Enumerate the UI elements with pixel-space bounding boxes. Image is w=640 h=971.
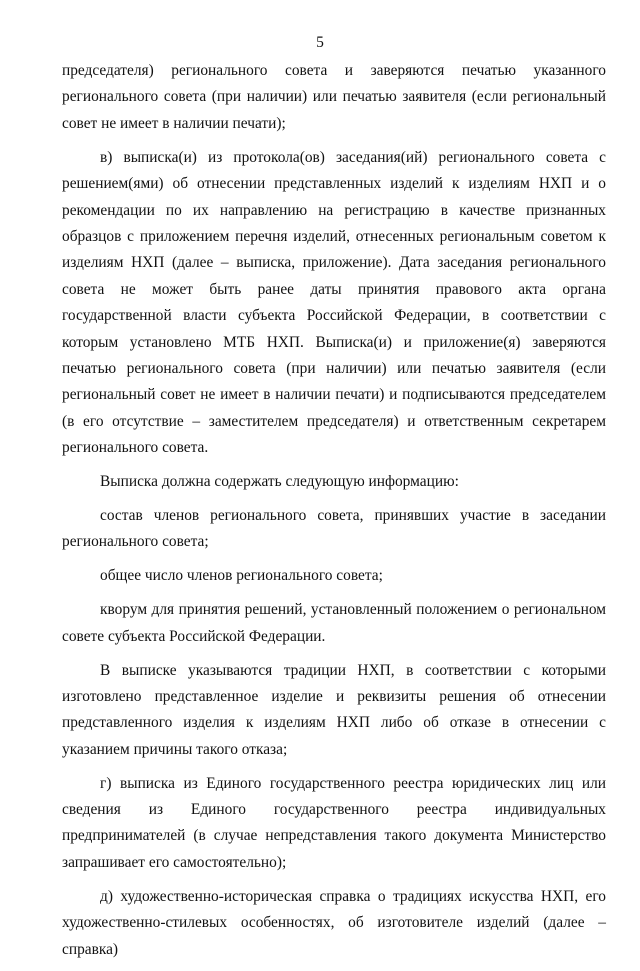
- page-number: 5: [316, 34, 324, 51]
- document-body: [62, 58, 606, 971]
- paragraph-total-members: общее число членов регионального совета;: [100, 567, 383, 585]
- paragraph-item-g: г) выписка из Единого государственного реестра юридических лиц или сведения из Единого государственного реестра индивидуальных предпринимателей (в случае непредставления такого документа Министерство запрашивает его самостоятельно);: [62, 774, 606, 871]
- paragraph-extract-traditions: В выписке указываются традиции НХП, в соответствии с которыми изготовлено представленное изделие и реквизиты решения об отнесении представленного изделия к изделиям НХП либо об отказе в отнесении с указанием причины такого отказа;: [62, 661, 606, 758]
- paragraph-item-d: д) художественно-историческая справка о традициях искусства НХП, его художественно-стилевых особенностях, об изготовителе изделий (далее – справка): [62, 887, 606, 958]
- paragraph-quorum: кворум для принятия решений, установленный положением о региональном совете субъекта Российской Федерации.: [62, 601, 606, 645]
- paragraph-extract-contents: Выписка должна содержать следующую информацию:: [100, 473, 459, 491]
- paragraph-council-members: состав членов регионального совета, принявших участие в заседании регионального совета;: [62, 507, 606, 551]
- paragraph-item-v: в) выписка(и) из протокола(ов) заседания(ий) регионального совета с решением(ями) об отнесении представленных изделий к изделиям НХП и о рекомендации по их направлению на регистрацию в качестве признанных образцов с приложением перечня изделий, отнесенных региональным советом к изделиям НХП (далее – выписка, приложение). Дата заседания регионального совета не может быть ранее даты принятия правового акта органа государственной власти субъекта Российской Федерации, в соответствии с которым установлено МТБ НХП. Выписка(и) и приложение(я) заверяются печатью регионального совета (при наличии) или печатью заявителя (если региональный совет не имеет в наличии печати) и подписываются председателем (в его отсутствие – заместителем председателя) и ответственным секретарем регионального совета.: [62, 148, 606, 457]
- paragraph-continuation: председателя) регионального совета и заверяются печатью указанного регионального совета (при наличии) или печатью заявителя (если региональный совет не имеет в наличии печати);: [62, 62, 606, 132]
